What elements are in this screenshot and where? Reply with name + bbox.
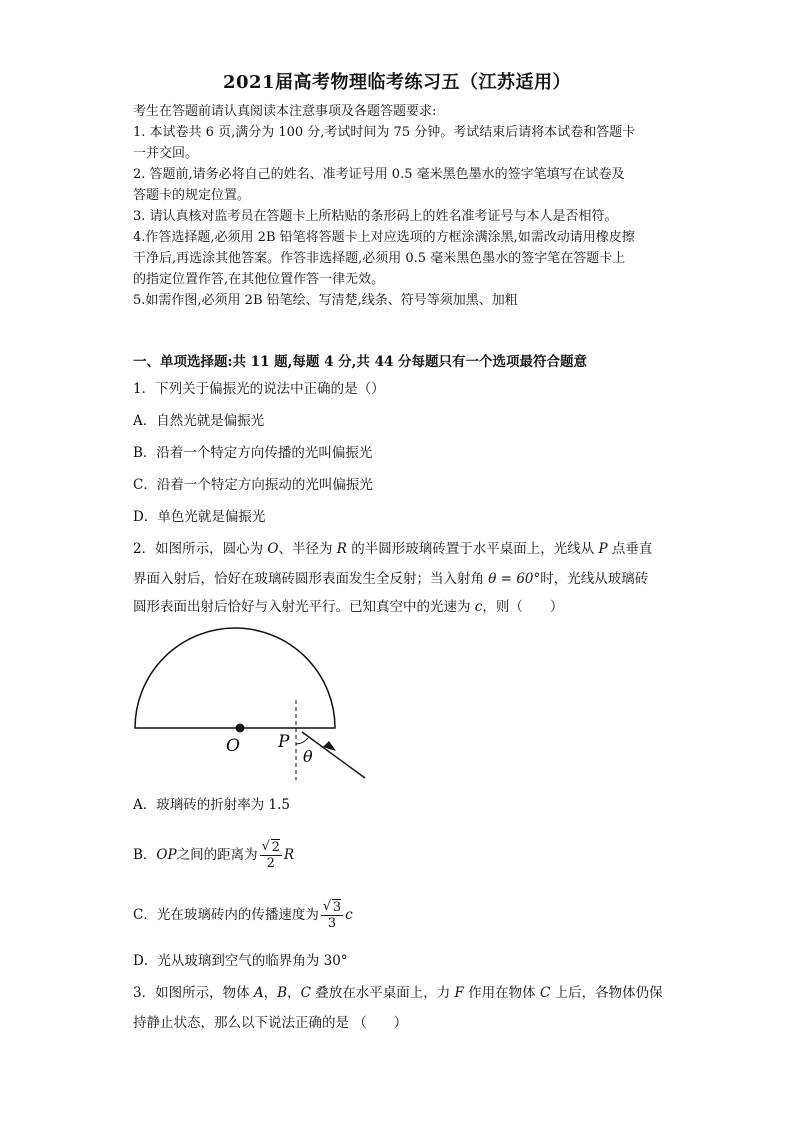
figure-label-o: O — [226, 736, 240, 756]
instruction-1b: 一并交回。 — [133, 146, 199, 161]
q2-stem-line1 — [133, 540, 663, 559]
q3-stem-line1 — [133, 984, 663, 1003]
instruction-2b: 答题卡的规定位置。 — [133, 188, 251, 203]
q2-b-r: R — [283, 847, 295, 863]
q3-text: 3．如图所示，物体 — [133, 985, 254, 1001]
q3-var-b: B — [277, 985, 288, 1001]
q2-b-den: 2 — [266, 856, 275, 871]
figure-label-p: P — [278, 732, 290, 752]
q3-text: ， — [263, 985, 278, 1001]
instructions-intro: 考生在答题前请认真阅读本注意事项及各题答题要求: — [133, 104, 437, 119]
q2-angle: θ = 60° — [488, 571, 541, 587]
q2-option-d: D．光从玻璃到空气的临界角为 30° — [133, 953, 348, 969]
q2-c-fraction — [321, 900, 343, 931]
q3-text: 作用在物体 — [463, 985, 540, 1001]
q2-text: 时，光线从玻璃砖 — [540, 571, 649, 587]
q3-var-c: C — [300, 985, 311, 1001]
q2-text: 的半圆形玻璃砖置于水平桌面上，光线从 — [346, 541, 599, 557]
q2-var-c: c — [474, 599, 483, 615]
q2-option-b — [133, 840, 663, 876]
semicircle-glass-figure — [120, 620, 380, 795]
page-title: 2021届高考物理临考练习五（江苏适用） — [222, 72, 572, 93]
q2-b-prefix: B． — [133, 847, 157, 863]
instruction-4b: 干净后,再选涂其他答案。作答非选择题,必须用 0.5 毫米黑色墨水的签字笔在答题卡上 — [133, 251, 626, 266]
q2-text: 圆形表面出射后恰好与入射光平行。已知真空中的光速为 — [133, 599, 475, 615]
q2-var-r: R — [336, 541, 347, 557]
q2-b-op: OP — [156, 847, 177, 863]
instruction-1a: 1. 本试卷共 6 页,满分为 100 分,考试时间为 75 分钟。考试结束后请将本试卷和答题卡 — [133, 125, 636, 140]
q3-var-f: F — [454, 985, 464, 1001]
q3-stem-line2: 持静止状态，那么以下说法正确的是 （ ） — [133, 1015, 408, 1031]
instruction-4a: 4.作答选择题,必须用 2B 铅笔将答题卡上对应选项的方框涂满涂黑,如需改动请用橡皮擦 — [133, 230, 635, 245]
instruction-4c: 的指定位置作答,在其他位置作答一律无效。 — [133, 272, 385, 287]
q2-text: 2．如图所示，圆心为 — [133, 541, 268, 557]
figure-label-theta: θ — [303, 747, 313, 766]
q2-text: 界面入射后，恰好在玻璃砖圆形表面发生全反射；当入射角 — [133, 571, 489, 587]
q1-option-c: C．沿着一个特定方向振动的光叫偏振光 — [133, 477, 373, 493]
q3-var-c2: C — [539, 985, 551, 1001]
q3-text: 上后，各物体仍保 — [550, 985, 663, 1001]
q2-b-text: 之间的距离为 — [176, 847, 258, 863]
q2-option-a: A．玻璃砖的折射率为 1.5 — [133, 797, 291, 813]
q2-stem-line2 — [133, 570, 663, 589]
q2-option-c — [133, 900, 663, 936]
instruction-2a: 2. 答题前,请务必将自己的姓名、准考证号用 0.5 毫米黑色墨水的签字笔填写在试卷及 — [133, 167, 625, 182]
q1-option-d: D．单色光就是偏振光 — [133, 509, 266, 525]
q3-text: 叠放在水平桌面上，力 — [310, 985, 455, 1001]
q2-b-num: 2 — [271, 840, 280, 855]
q1-option-a: A．自然光就是偏振光 — [133, 413, 265, 429]
angle-arc — [296, 738, 308, 744]
q2-var-p: P — [598, 541, 608, 557]
section-heading: 一、单项选择题:共 11 题,每题 4 分,共 44 分每题只有一个选项最符合题意 — [133, 354, 588, 370]
q2-text: ，则（ ） — [482, 599, 564, 615]
q2-c-text: C．光在玻璃砖内的传播速度为 — [133, 907, 319, 923]
semicircle-outline — [135, 628, 335, 728]
q2-text: 、半径为 — [278, 541, 337, 557]
q2-var-o: O — [267, 541, 279, 557]
instruction-3: 3. 请认真核对监考员在答题卡上所粘贴的条形码上的姓名准考证号与本人是否相符。 — [133, 209, 618, 224]
q3-text: ， — [287, 985, 301, 1001]
q2-stem-line3 — [133, 598, 663, 617]
q2-c-c: c — [345, 907, 353, 923]
q2-c-num: 3 — [332, 900, 342, 915]
q1-option-b: B．沿着一个特定方向传播的光叫偏振光 — [133, 445, 373, 461]
q3-var-a: A — [253, 985, 264, 1001]
q2-text: 点垂直 — [607, 541, 653, 557]
q2-b-fraction — [260, 840, 282, 871]
q2-c-den: 3 — [327, 916, 337, 931]
q1-stem: 1．下列关于偏振光的说法中正确的是（） — [133, 381, 385, 397]
center-point-o — [236, 724, 245, 733]
instruction-5: 5.如需作图,必须用 2B 铅笔绘、写清楚,线条、符号等须加黑、加粗 — [133, 293, 518, 308]
